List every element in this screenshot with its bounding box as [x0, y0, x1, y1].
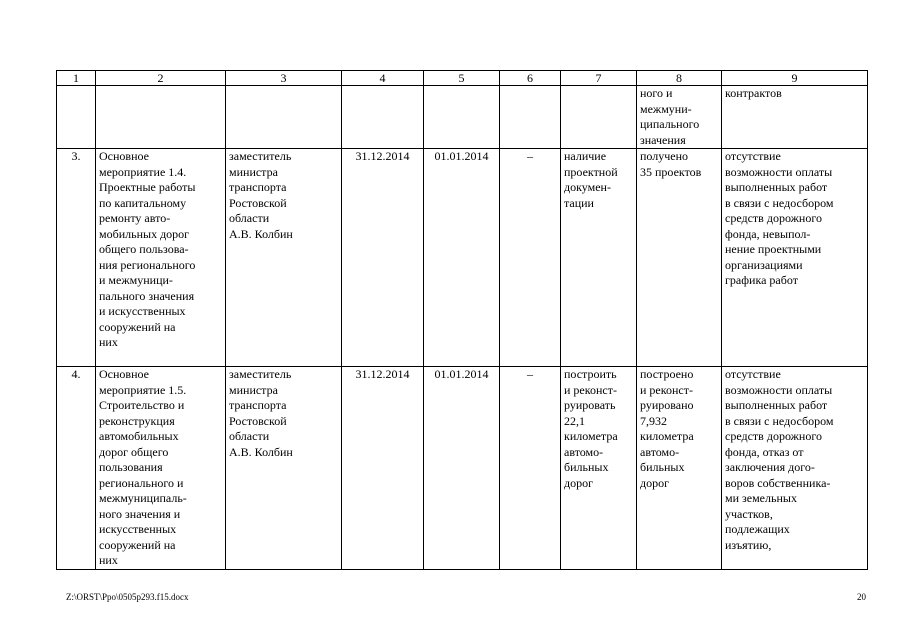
text-line: ми земельных — [725, 491, 797, 505]
text-line: наличие — [564, 149, 607, 163]
text-line: выполненных работ — [725, 180, 828, 194]
text-line: А.В. Колбин — [229, 444, 293, 459]
empty-cell — [500, 86, 561, 149]
text-line: воров собственника- — [725, 475, 831, 490]
text-line: подлежащих — [725, 522, 790, 536]
header-cell: 4 — [342, 71, 424, 86]
text-line: отсутствие — [725, 367, 781, 381]
date-plan-cell: 31.12.2014 — [342, 367, 424, 570]
text-line: и искусственных — [99, 304, 186, 318]
text-line: руировано — [640, 398, 694, 412]
text-line: сооружений на — [99, 319, 176, 334]
header-cell: 3 — [226, 71, 342, 86]
document-table — [56, 70, 868, 570]
text-line: транспорта — [229, 180, 287, 194]
text-line: 7,932 — [640, 413, 667, 428]
text-line: и межмуници- — [99, 273, 173, 287]
text-line: построить — [564, 367, 617, 381]
header-cell: 8 — [637, 71, 722, 86]
responsible-cell — [226, 367, 342, 570]
text-line: искусственных — [99, 522, 177, 536]
text-line: средств дорожного — [725, 429, 822, 443]
text-line: министра — [229, 164, 278, 179]
header-cell: 2 — [96, 71, 226, 86]
text-line: Ростовской — [229, 413, 287, 428]
text-line: автомо- — [564, 444, 604, 459]
text-line: общего пользова- — [99, 242, 189, 256]
text-line: ремонту авто- — [99, 211, 171, 225]
text-line: 35 проектов — [640, 164, 702, 179]
text-line: межмуни- — [640, 101, 692, 116]
text-line: пального значения — [99, 288, 195, 303]
text-line: отсутствие — [725, 149, 781, 163]
actual-result-cell — [637, 149, 722, 367]
text-line: ципального — [640, 117, 700, 131]
header-cell: 9 — [722, 71, 868, 86]
text-line: автомобильных — [99, 429, 179, 443]
row-number: 4. — [57, 367, 96, 570]
date-fact-cell: 01.01.2014 — [424, 367, 500, 570]
text-line: изъятию, — [725, 537, 772, 552]
date-fact-cell: 01.01.2014 — [424, 149, 500, 367]
text-line: построено — [640, 367, 694, 381]
text-line: заключения дого- — [725, 460, 815, 474]
text-line: министра — [229, 382, 278, 397]
table-row — [57, 149, 868, 367]
empty-cell — [226, 86, 342, 149]
text-line: бильных — [640, 460, 685, 474]
text-line: ния регионального — [99, 257, 196, 272]
text-line: Проектные работы — [99, 180, 196, 194]
text-line: участков, — [725, 506, 773, 521]
continuation-row — [57, 86, 868, 149]
text-line: Основное — [99, 149, 149, 163]
page-number: 20 — [857, 592, 866, 602]
empty-cell — [424, 86, 500, 149]
text-line: по капитальному — [99, 195, 187, 210]
header-cell: 5 — [424, 71, 500, 86]
text-line: фонда, отказ от — [725, 444, 804, 459]
text-line: и реконст- — [640, 382, 693, 397]
text-line: дорог — [640, 475, 670, 490]
header-cell: 7 — [561, 71, 637, 86]
empty-cell — [342, 86, 424, 149]
text-line: тации — [564, 195, 594, 210]
text-line: фонда, невыпол- — [725, 226, 811, 241]
reasons-cell — [722, 367, 868, 570]
text-line: графика работ — [725, 273, 798, 287]
text-line: мероприятие 1.4. — [99, 164, 187, 179]
text-line: нение проектными — [725, 242, 822, 256]
text-line: и реконст- — [564, 382, 617, 397]
text-line: мероприятие 1.5. — [99, 382, 187, 397]
responsible-cell — [226, 149, 342, 367]
text-line: автомо- — [640, 444, 680, 459]
text-line: бильных — [564, 460, 609, 474]
text-line: дорог — [564, 475, 594, 490]
col6-cell: – — [500, 367, 561, 570]
continuation-col9 — [722, 86, 868, 149]
header-row — [57, 71, 868, 86]
text-line: межмуниципаль- — [99, 491, 187, 505]
continuation-col8 — [637, 86, 722, 149]
text-line: А.В. Колбин — [229, 226, 293, 241]
text-line: 22,1 — [564, 413, 585, 428]
text-line: средств дорожного — [725, 211, 822, 225]
planned-result-cell — [561, 367, 637, 570]
text-line: сооружений на — [99, 537, 176, 552]
text-line: Основное — [99, 367, 149, 381]
text-line: области — [229, 211, 270, 225]
row-number: 3. — [57, 149, 96, 367]
text-line: получено — [640, 149, 689, 163]
empty-cell — [561, 86, 637, 149]
text-line: дорог общего — [99, 444, 169, 459]
header-cell: 6 — [500, 71, 561, 86]
event-cell — [96, 367, 226, 570]
text-line: них — [99, 553, 118, 567]
text-line: возможности оплаты — [725, 382, 833, 397]
text-line: в связи с недосбором — [725, 413, 834, 428]
text-line: заместитель — [229, 367, 292, 381]
text-line: Ростовской — [229, 195, 287, 210]
text-line: ного значения и — [99, 506, 181, 521]
text-line: километра — [564, 429, 618, 443]
actual-result-cell — [637, 367, 722, 570]
text-line: реконструкция — [99, 413, 175, 428]
text-line: в связи с недосбором — [725, 195, 834, 210]
text-line: организациями — [725, 257, 803, 272]
text-line: Строительство и — [99, 398, 185, 412]
text-line: выполненных работ — [725, 398, 828, 412]
text-line: руировать — [564, 398, 616, 412]
text-line: возможности оплаты — [725, 164, 833, 179]
table-row — [57, 367, 868, 570]
text-line: регионального и — [99, 475, 184, 490]
text-line: мобильных дорог — [99, 226, 190, 241]
text-line: заместитель — [229, 149, 292, 163]
empty-cell — [57, 86, 96, 149]
footer-file-path: Z:\ORST\Ppo\0505p293.f15.docx — [66, 592, 189, 602]
text-line: километра — [640, 429, 694, 443]
planned-result-cell — [561, 149, 637, 367]
text-line: докумен- — [564, 180, 611, 194]
text-line: транспорта — [229, 398, 287, 412]
text-line: проектной — [564, 164, 618, 179]
date-plan-cell: 31.12.2014 — [342, 149, 424, 367]
reasons-cell — [722, 149, 868, 367]
text-line: значения — [640, 132, 686, 147]
text-line: ного и — [640, 86, 673, 100]
event-cell — [96, 149, 226, 367]
col6-cell: – — [500, 149, 561, 367]
text-line: пользования — [99, 460, 163, 474]
text-line: области — [229, 429, 270, 443]
empty-cell — [96, 86, 226, 149]
header-cell: 1 — [57, 71, 96, 86]
text-line: контрактов — [725, 86, 782, 100]
text-line: них — [99, 335, 118, 349]
